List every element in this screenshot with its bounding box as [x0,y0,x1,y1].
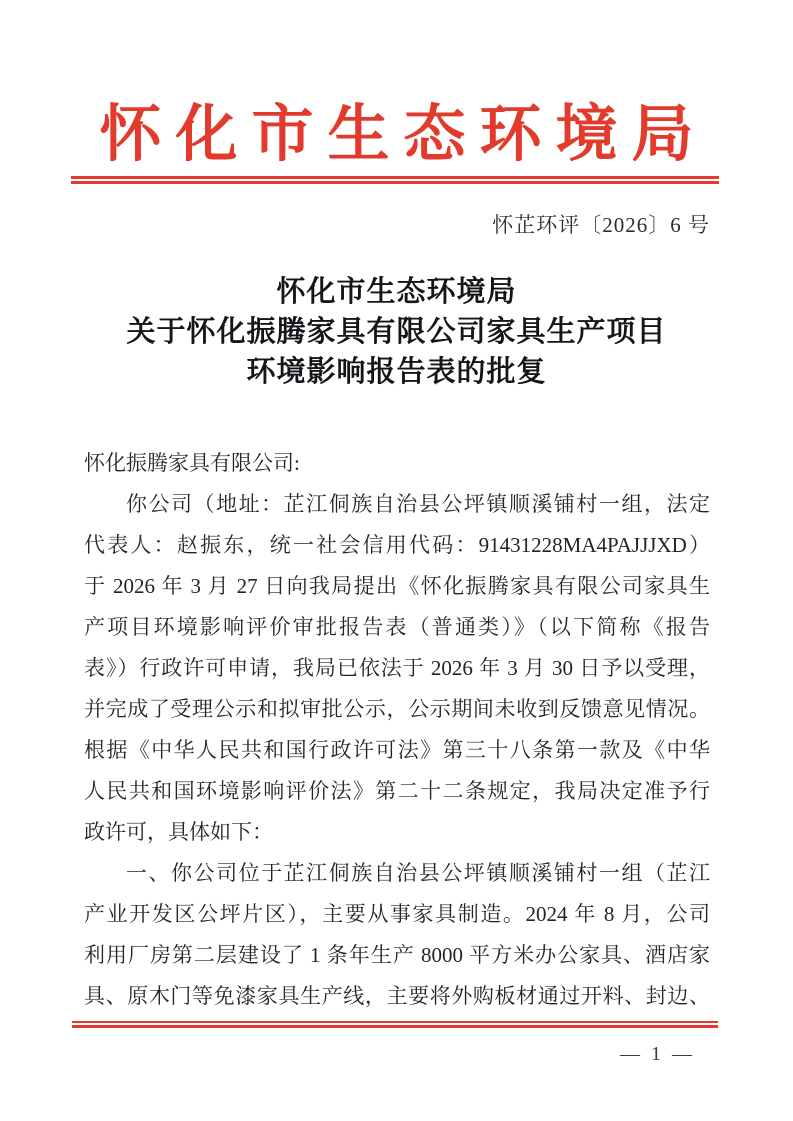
text-line: 产业开发区公坪片区），主要从事家具制造。2024 年 8 月，公司 [84,902,710,926]
text-line: 并完成了受理公示和拟审批公示，公示期间未收到反馈意见情况。 [84,697,710,721]
text-line: 代表人：赵振东，统一社会信用代码：91431228MA4PAJJJXD） [84,533,710,557]
doc-number: 怀芷环评〔2026〕6 号 [492,213,710,237]
text-line: 表》）行政许可申请，我局已依法于 2026 年 3 月 30 日予以受理， [84,656,710,680]
text-line: 于 2026 年 3 月 27 日向我局提出《怀化振腾家具有限公司家具生 [84,574,710,598]
agency-letterhead-title: 怀化市生态环境局 [99,101,708,169]
text-line: 你公司（地址：芷江侗族自治县公坪镇顺溪铺村一组，法定 [126,492,710,516]
text-line: 产项目环境影响评价审批报告表（普通类）》（以下简称《报告 [84,615,710,639]
document-title [0,272,793,392]
body-text [84,443,710,1017]
header-double-rule [71,176,719,184]
text-line: 政许可，具体如下： [84,820,273,844]
text-line: 一、你公司位于芷江侗族自治县公坪镇顺溪铺村一组（芷江 [126,861,710,885]
text-line: 利用厂房第二层建设了 1 条年生产 8000 平方米办公家具、酒店家 [84,943,710,967]
salutation-line: 怀化振腾家具有限公司: [84,451,300,475]
title-line-3: 环境影响报告表的批复 [246,356,547,388]
text-line: 根据《中华人民共和国行政许可法》第三十八条第一款及《中华 [84,738,710,762]
title-line-1: 怀化市生态环境局 [276,276,517,308]
footer-double-rule [72,1021,718,1028]
text-line: 具、原木门等免漆家具生产线，主要将外购板材通过开料、封边、 [84,984,710,1008]
page-number: — 1 — [620,1043,695,1065]
title-line-2: 关于怀化振腾家具有限公司家具生产项目 [126,316,667,348]
text-line: 人民共和国环境影响评价法》第二十二条规定，我局决定准予行 [84,779,710,803]
